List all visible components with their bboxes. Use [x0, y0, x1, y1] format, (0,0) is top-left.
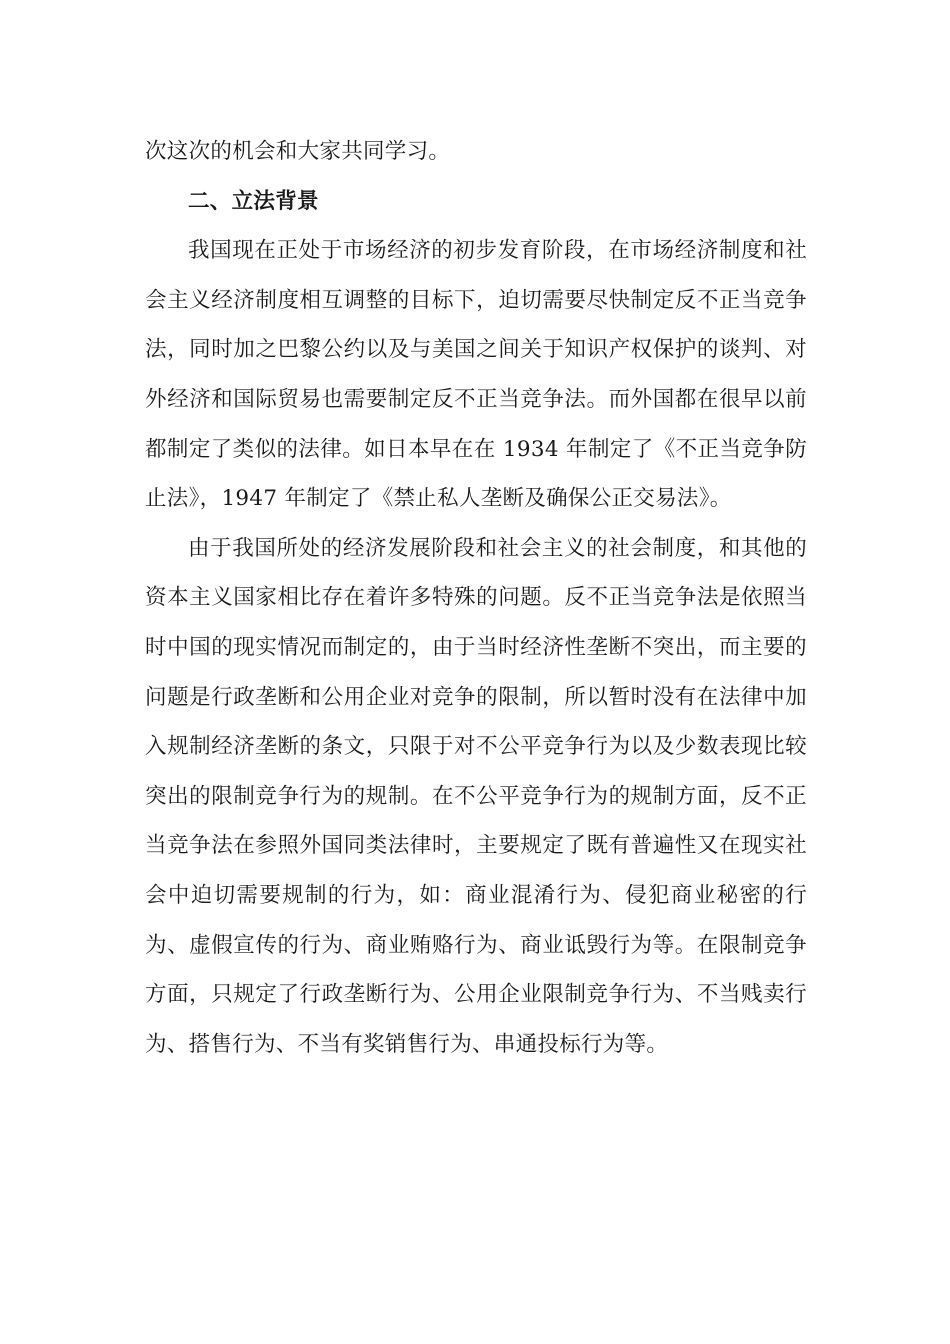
- document-page: [145, 127, 807, 1069]
- continuation-text: 次这次的机会和大家共同学习。: [145, 139, 451, 164]
- paragraph-legislative-background: 我国现在正处于市场经济的初步发育阶段，在市场经济制度和社会主义经济制度相互调整的目标下，迫切需要尽快制定反不正当竞争法，同时加之巴黎公约以及与美国之间关于知识产权保护的谈判、对外经济和国际贸易也需要制定反不正当竞争法。而外国都在很早以前都制定了类似的法律。如日本早在在 1934 年制定了《不正当竞争防止法》，1947 年制定了《禁止私人垄断及确保公正交易法》。: [145, 238, 807, 512]
- section-heading: 二、立法背景: [188, 188, 319, 214]
- paragraph-special-issues: 由于我国所处的经济发展阶段和社会主义的社会制度，和其他的资本主义国家相比存在着许多特殊的问题。反不正当竞争法是依照当时中国的现实情况而制定的，由于当时经济性垄断不突出，而主要的问题是行政垄断和公用企业对竞争的限制，所以暂时没有在法律中加入规制经济垄断的条文，只限于对不公平竞争行为以及少数表现比较突出的限制竞争行为的规制。在不公平竞争行为的规制方面，反不正当竞争法在参照外国同类法律时，主要规定了既有普遍性又在现实社会中迫切需要规制的行为，如：商业混淆行为、侵犯商业秘密的行为、虚假宣传的行为、商业贿赂行为、商业诋毁行为等。在限制竞争方面，只规定了行政垄断行为、公用企业限制竞争行为、不当贱卖行为、搭售行为、不当有奖销售行为、串通投标行为等。: [145, 535, 807, 1057]
